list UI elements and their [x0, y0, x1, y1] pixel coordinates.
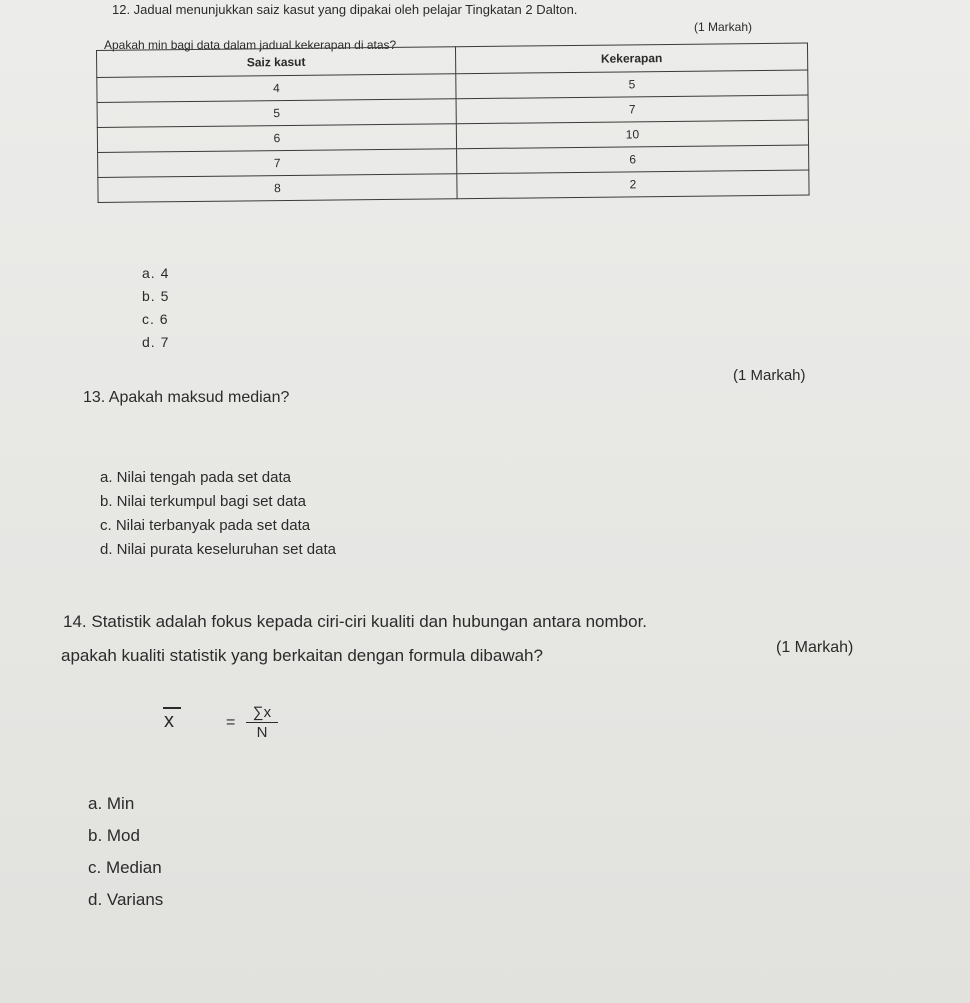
q12-option-a[interactable]: a. 4 [142, 265, 170, 281]
formula-denominator: N [256, 724, 268, 741]
cell-frequency: 10 [456, 120, 808, 149]
cell-frequency: 7 [456, 95, 808, 124]
q12-option-c[interactable]: c. 6 [142, 311, 169, 327]
formula-fraction [246, 704, 278, 741]
frequency-table [96, 43, 810, 203]
formula-x-bar: x [164, 710, 174, 732]
formula-numerator: ∑x [246, 704, 278, 723]
cell-size: 5 [97, 99, 456, 128]
header-shoe-size: Saiz kasut [97, 47, 456, 78]
q14-option-d[interactable]: d. Varians [88, 890, 164, 909]
cell-size: 8 [98, 174, 457, 203]
q13-option-a[interactable]: a. Nilai tengah pada set data [100, 469, 291, 486]
q12-marks: (1 Markah) [694, 20, 753, 34]
q13-option-b[interactable]: b. Nilai terkumpul bagi set data [100, 493, 306, 510]
cell-frequency: 6 [457, 145, 809, 174]
cell-size: 4 [97, 74, 456, 103]
q14-marks: (1 Markah) [776, 639, 854, 656]
q13-option-d[interactable]: d. Nilai purata keseluruhan set data [100, 541, 336, 558]
q14-option-b[interactable]: b. Mod [88, 826, 140, 845]
q13-options [100, 466, 336, 562]
q12-options [142, 262, 169, 354]
mean-formula [150, 700, 290, 760]
q12-option-b[interactable]: b. 5 [142, 288, 170, 304]
q12-title: 12. Jadual menunjukkan saiz kasut yang dipakai oleh pelajar Tingkatan 2 Dalton. [112, 2, 578, 17]
cell-size: 6 [97, 124, 456, 153]
q14-option-a[interactable]: a. Min [88, 794, 135, 813]
formula-equals: = [226, 714, 236, 731]
cell-frequency: 2 [457, 170, 809, 199]
q13-question: 13. Apakah maksud median? [83, 389, 290, 406]
q12-option-d[interactable]: d. 7 [142, 334, 170, 350]
cell-frequency: 5 [456, 70, 808, 99]
q12-question: Apakah min bagi data dalam jadual kekerapan di atas? [104, 38, 397, 52]
q14-statement: 14. Statistik adalah fokus kepada ciri-ciri kualiti dan hubungan antara nombor. [63, 612, 648, 631]
q14-options [88, 788, 163, 916]
q13-option-c[interactable]: c. Nilai terbanyak pada set data [100, 517, 311, 534]
q14-option-c[interactable]: c. Median [88, 858, 162, 877]
cell-size: 7 [98, 149, 457, 178]
header-frequency: Kekerapan [455, 43, 807, 74]
q14-question: apakah kualiti statistik yang berkaitan dengan formula dibawah? [61, 646, 543, 665]
q13-marks: (1 Markah) [733, 367, 806, 384]
